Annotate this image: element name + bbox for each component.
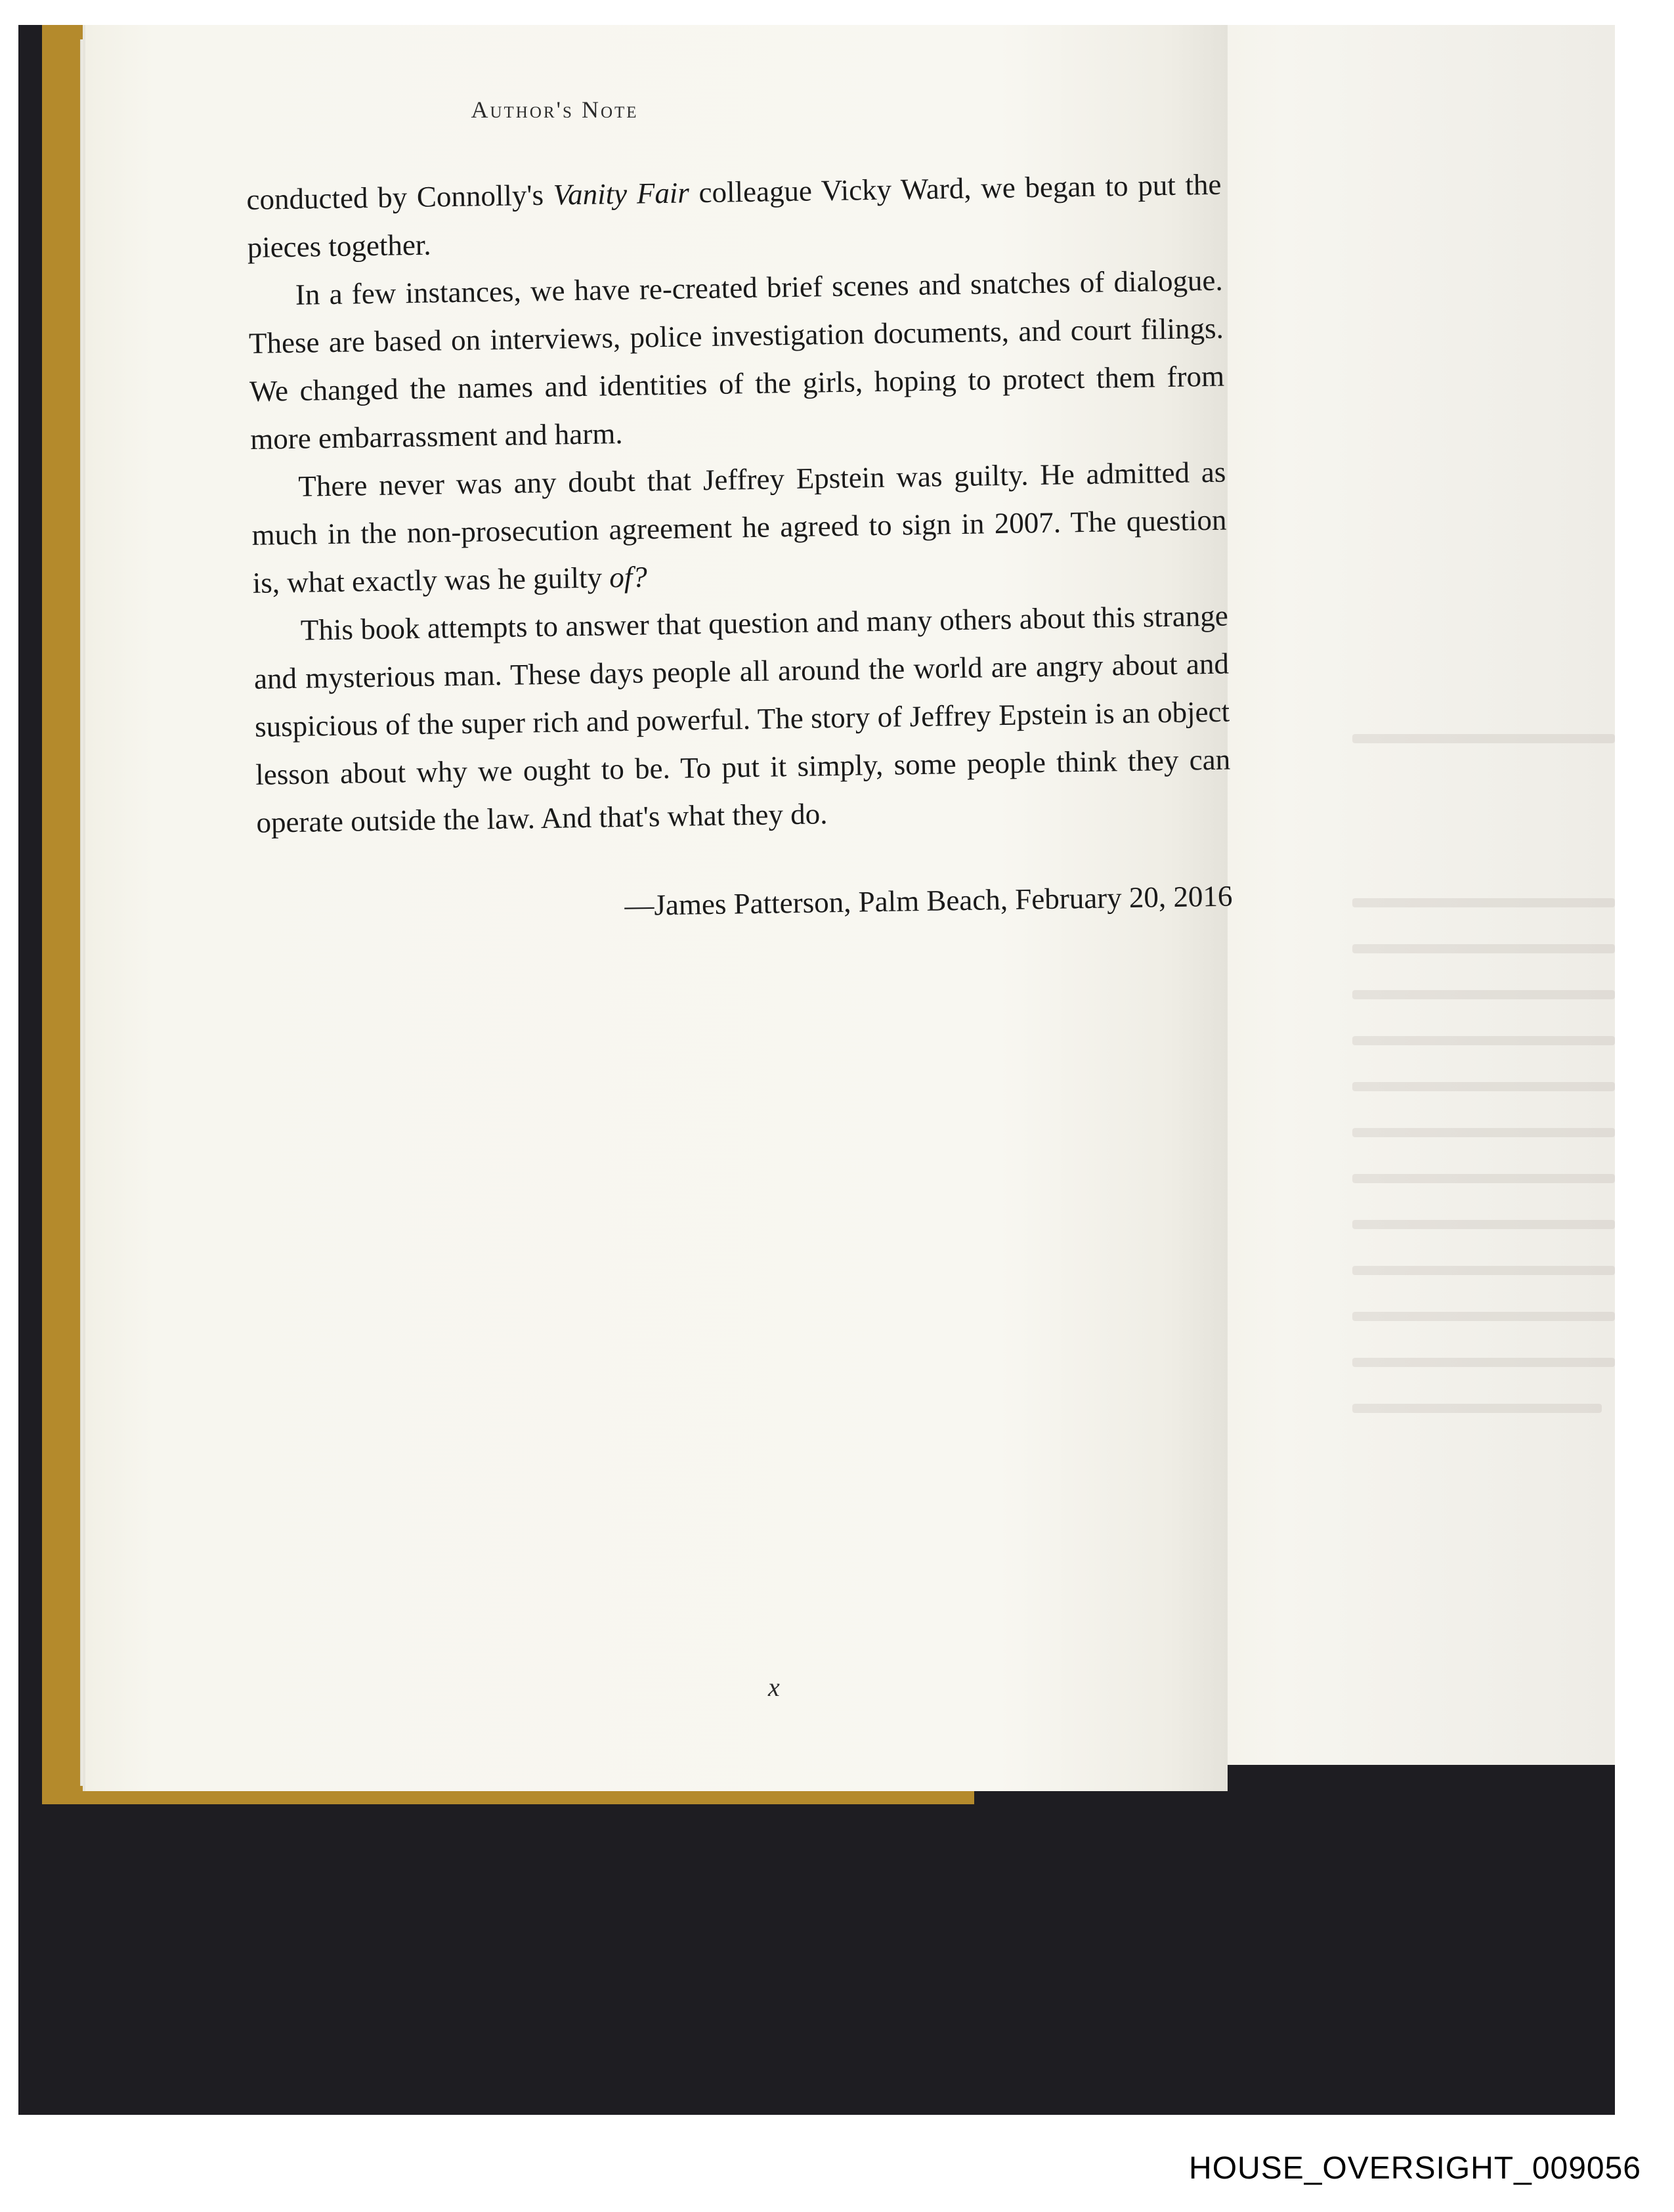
paragraph-2: In a few instances, we have re-created brief scenes and snatches of dialogue. These are based on interviews, police investigation documents, and court filings. We changed the names and identities of the girls, hoping to protect them from more embarrassment and harm.: [248, 263, 1225, 456]
ghost-text-line: [1352, 1036, 1615, 1045]
ghost-text-line: [1352, 990, 1615, 999]
ghost-text-line: [1352, 944, 1615, 953]
ghost-text-line: [1352, 1358, 1615, 1367]
signature-line: —James Patterson, Palm Beach, February 20, 2016: [624, 879, 1233, 922]
running-head: Author's Note: [471, 97, 639, 123]
facing-page: [1201, 25, 1615, 1765]
ghost-text-line: [1352, 1128, 1615, 1137]
italic-emphasis: of?: [609, 560, 648, 594]
ghost-text-line: [1352, 1220, 1615, 1229]
paragraph-1: conducted by Connolly's Vanity Fair colleague Vicky Ward, we began to put the pieces together.: [246, 167, 1222, 264]
ghost-text-line: [1352, 1174, 1615, 1183]
body-text: [246, 161, 1233, 936]
ghost-text-line: [1352, 1404, 1602, 1413]
ghost-text-line: [1352, 1266, 1615, 1275]
ghost-text-line: [1352, 1082, 1615, 1091]
ghost-text-line: [1352, 1312, 1615, 1321]
bates-number: HOUSE_OVERSIGHT_009056: [1189, 2151, 1641, 2186]
book-page: [85, 25, 1233, 1791]
page-number: x: [768, 1672, 780, 1702]
paragraph-4: This book attempts to answer that question and many others about this strange and mysterious man. These days people all around the world are angry about and suspicious of the super rich and powerful. The story of Jeffrey Epstein is an object lesson about why we ought to be. To put it simply, some people think they can operate outside the law. And that's what they do.: [253, 599, 1231, 839]
ghost-text-line: [1352, 734, 1615, 743]
paragraph-3: There never was any doubt that Jeffrey Epstein was guilty. He admitted as much in the non-prosecution agreement he agreed to sign in 2007. The question is, what exactly was he guilty of?: [251, 455, 1227, 599]
ghost-text-line: [1352, 898, 1615, 907]
italic-title: Vanity Fair: [553, 176, 690, 211]
